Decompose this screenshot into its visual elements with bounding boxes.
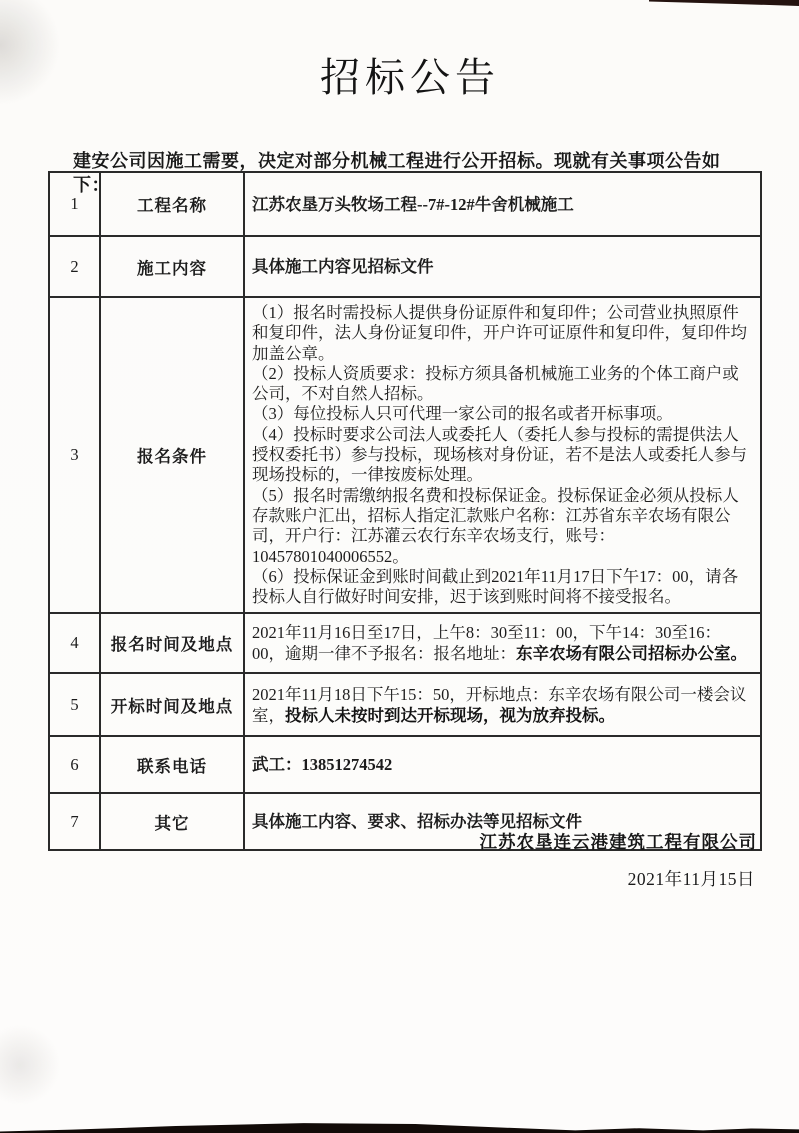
row-content: 具体施工内容见招标文件 (244, 236, 761, 297)
row-label: 开标时间及地点 (100, 673, 244, 736)
table-row (49, 297, 761, 613)
row-content: 具体施工内容、要求、招标办法等见招标文件 (244, 793, 761, 850)
row-number: 5 (49, 673, 100, 736)
table-row (49, 613, 761, 673)
condition-item: （6）投标保证金到账时间截止到2021年11月17日下午17：00，请各投标人自行做好时间安排，迟于该到账时间将不接受报名。 (252, 566, 739, 607)
row-number: 2 (49, 236, 100, 297)
condition-item: （3）每位投标人只可代理一家公司的报名或者开标事项。 (252, 404, 673, 424)
row-content-bold-text: 东辛农场有限公司招标办公室。 (516, 644, 747, 664)
scan-shadow-top-edge (649, 0, 799, 7)
row-label: 施工内容 (100, 236, 244, 297)
row-number: 6 (49, 736, 100, 793)
table-row (49, 736, 761, 793)
row-content-text: 2021年11月16日至17日，上午8：30至11：00，下午14：30至16：00，逾期一律不予报名：报名地址： (252, 623, 722, 664)
row-number: 7 (49, 793, 100, 850)
row-content (244, 297, 761, 613)
row-content: 武工：13851274542 (244, 736, 761, 793)
row-label: 联系电话 (100, 736, 244, 793)
row-label: 工程名称 (100, 172, 244, 236)
row-label: 报名时间及地点 (100, 613, 244, 673)
row-content-text: 2021年11月18日下午15：50，开标地点：东辛农场有限公司一楼会议室， (252, 684, 747, 725)
row-content (244, 613, 761, 673)
row-label: 其它 (100, 793, 244, 850)
condition-item: （5）报名时需缴纳报名费和投标保证金。投标保证金必须从投标人存款账户汇出，招标人指定汇款账户名称：江苏省东辛农场有限公司，开户行：江苏灌云农行东辛农场支行，账号：10457801040006552。 (252, 485, 739, 566)
signature-company: 江苏农垦连云港建筑工程有限公司 (479, 832, 757, 852)
signature-date: 2021年11月15日 (627, 869, 755, 889)
row-content-bold-text: 投标人未按时到达开标现场，视为放弃投标。 (285, 705, 615, 725)
notice-table (48, 171, 762, 851)
condition-item: （4）投标时要求公司法人或委托人（委托人参与投标的需提供法人授权委托书）参与投标，现场核对身份证，若不是法人或委托人参与现场投标的，一律按废标处理。 (252, 424, 747, 485)
table-row (49, 172, 761, 236)
row-number: 4 (49, 613, 100, 673)
table-row (49, 673, 761, 736)
table-row (49, 236, 761, 297)
row-content: 江苏农垦万头牧场工程--7#-12#牛舍机械施工 (244, 172, 761, 236)
row-label: 报名条件 (100, 297, 244, 613)
page-title: 招标公告 (320, 55, 500, 100)
row-number: 3 (49, 297, 100, 613)
scan-shadow-bottom-edge (0, 1121, 799, 1133)
row-number: 1 (49, 172, 100, 236)
row-content (244, 673, 761, 736)
condition-item: （2）投标人资质要求：投标方须具备机械施工业务的个体工商户或公司，不对自然人招标。 (252, 363, 739, 404)
intro-paragraph: 建安公司因施工需要，决定对部分机械工程进行公开招标。现就有关事项公告如下： (73, 151, 721, 195)
condition-item: （1）报名时需投标人提供身份证原件和复印件；公司营业执照原件和复印件，法人身份证复印件，开户许可证原件和复印件，复印件均加盖公章。 (252, 303, 747, 363)
